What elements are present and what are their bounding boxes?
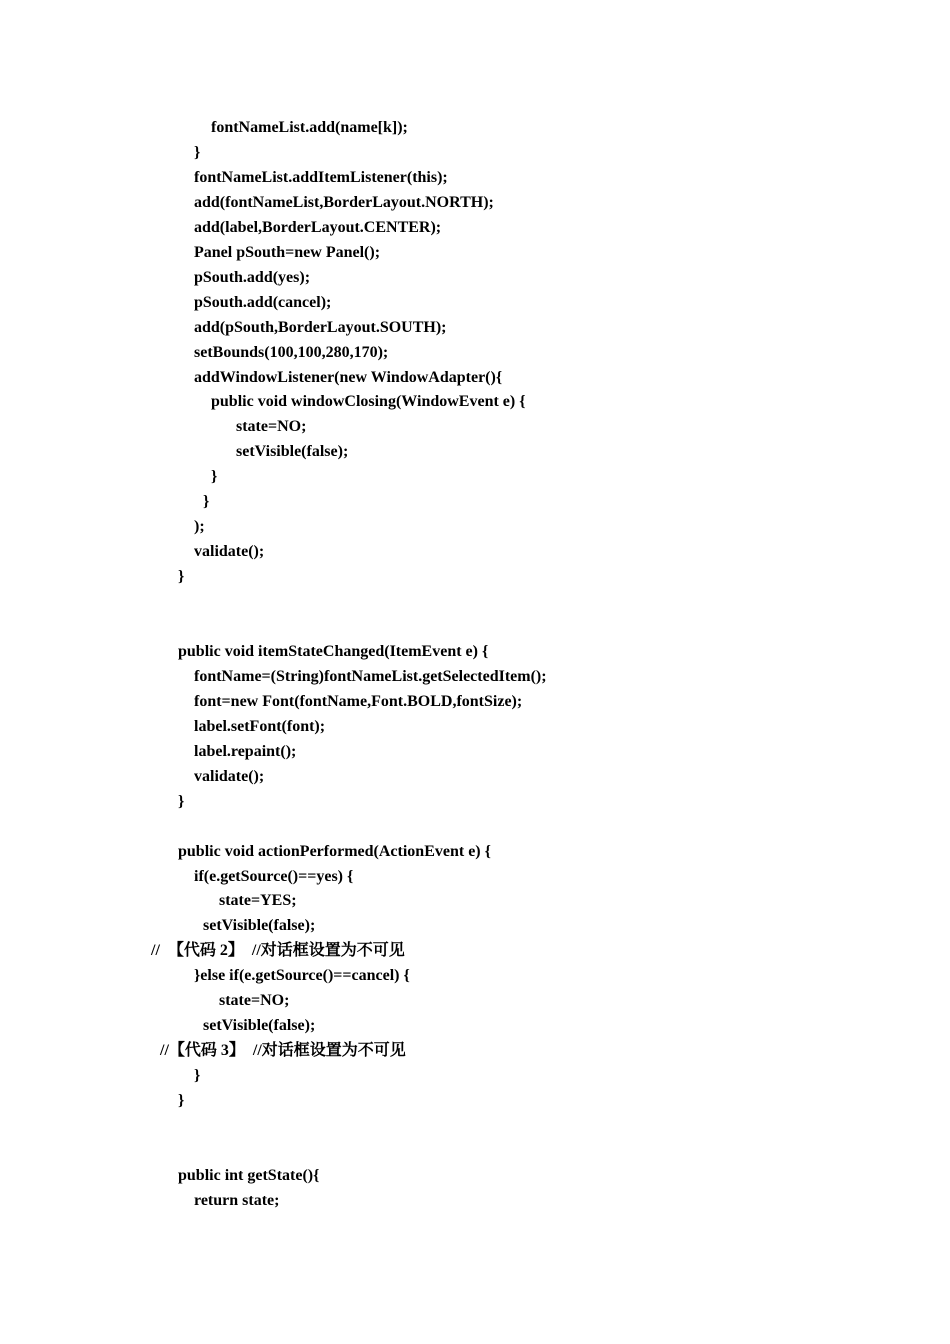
code-line: );: [194, 518, 205, 535]
code-line: add(fontNameList,BorderLayout.NORTH);: [194, 194, 494, 211]
code-line: validate();: [194, 768, 265, 785]
code-line: }: [178, 793, 185, 810]
code-line: }else if(e.getSource()==cancel) {: [194, 967, 410, 984]
code-line: return state;: [194, 1192, 280, 1209]
code-line: add(label,BorderLayout.CENTER);: [194, 219, 442, 236]
code-line: setVisible(false);: [203, 917, 316, 934]
code-line: pSouth.add(cancel);: [194, 294, 332, 311]
code-line: }: [194, 144, 201, 161]
code-line: fontNameList.addItemListener(this);: [194, 169, 448, 186]
code-line: // 【代码 2】 //对话框设置为不可见: [151, 942, 405, 959]
code-line: add(pSouth,BorderLayout.SOUTH);: [194, 319, 447, 336]
code-line: fontName=(String)fontNameList.getSelectedItem();: [194, 668, 547, 685]
code-line: if(e.getSource()==yes) {: [194, 868, 354, 885]
code-line: public void itemStateChanged(ItemEvent e) {: [178, 643, 489, 660]
code-line: public void windowClosing(WindowEvent e) {: [211, 393, 526, 410]
code-line: setVisible(false);: [236, 443, 349, 460]
code-line: validate();: [194, 543, 265, 560]
code-line: fontNameList.add(name[k]);: [211, 119, 408, 136]
code-line: }: [178, 1092, 185, 1109]
code-line: Panel pSouth=new Panel();: [194, 244, 381, 261]
code-line: state=YES;: [219, 892, 297, 909]
code-line: public int getState(){: [178, 1167, 320, 1184]
code-line: public void actionPerformed(ActionEvent e) {: [178, 843, 491, 860]
code-line: addWindowListener(new WindowAdapter(){: [194, 369, 503, 386]
code-line: }: [211, 468, 218, 485]
code-line: pSouth.add(yes);: [194, 269, 311, 286]
code-line: }: [203, 493, 210, 510]
code-line: //【代码 3】 //对话框设置为不可见: [160, 1042, 406, 1059]
code-line: label.repaint();: [194, 743, 297, 760]
code-line: label.setFont(font);: [194, 718, 326, 735]
code-line: state=NO;: [236, 418, 307, 435]
code-line: font=new Font(fontName,Font.BOLD,fontSize);: [194, 693, 523, 710]
code-line: }: [178, 568, 185, 585]
code-line: setVisible(false);: [203, 1017, 316, 1034]
code-line: setBounds(100,100,280,170);: [194, 344, 389, 361]
code-line: state=NO;: [219, 992, 290, 1009]
code-line: }: [194, 1067, 201, 1084]
